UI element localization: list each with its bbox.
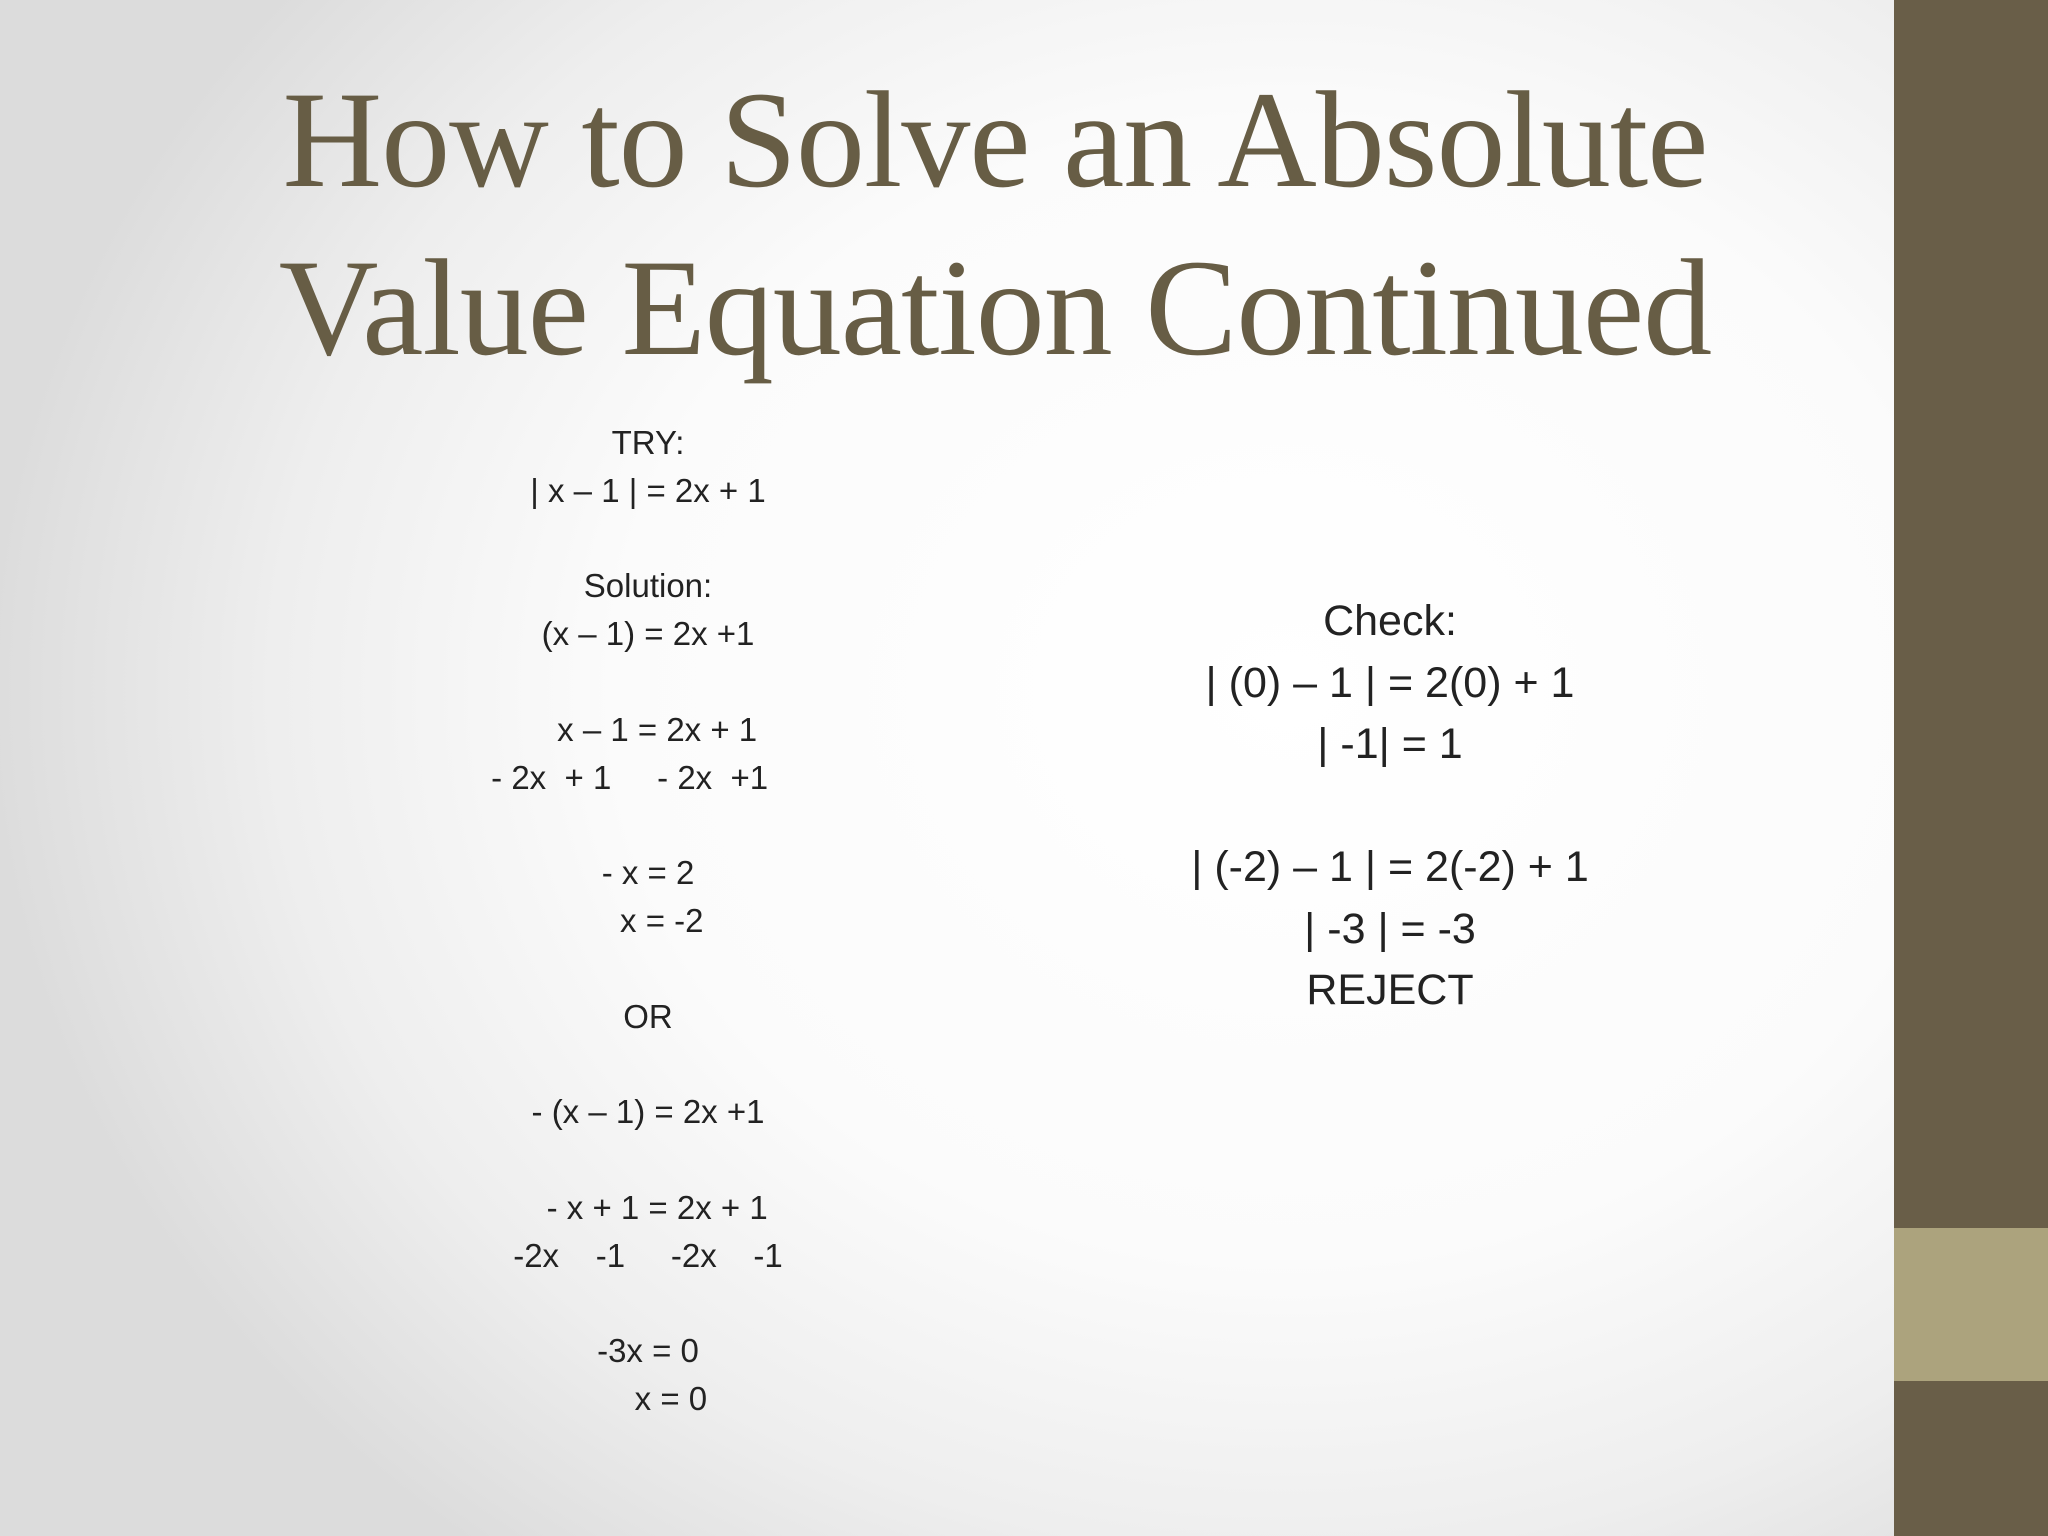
check-line <box>1095 776 1685 838</box>
solution-line: x = -2 <box>592 901 704 939</box>
check-line: REJECT <box>1306 966 1474 1014</box>
check-line: Check: <box>1323 597 1457 645</box>
solution-line: | x – 1 | = 2x + 1 <box>530 471 766 509</box>
solution-line: x – 1 = 2x + 1 <box>538 710 758 748</box>
solution-line: - x = 2 <box>601 854 695 892</box>
solution-steps <box>445 419 851 1423</box>
solution-line <box>445 1136 851 1184</box>
solution-line <box>445 1040 851 1088</box>
solution-line: -2x -1 -2x -1 <box>513 1236 783 1274</box>
check-line: | -3 | = -3 <box>1304 904 1476 953</box>
title-line: Value Equation Continued <box>278 231 1712 384</box>
check-line: | -1| = 1 <box>1317 720 1463 768</box>
solution-line <box>445 945 851 993</box>
slide-title <box>230 56 1760 392</box>
solution-line <box>445 1279 851 1327</box>
solution-line: TRY: <box>611 424 685 461</box>
check-line: | (0) – 1 | = 2(0) + 1 <box>1205 658 1575 707</box>
solution-line: Solution: <box>583 567 713 605</box>
sidebar-accent-block <box>1894 1228 2048 1381</box>
solution-line: OR <box>623 997 673 1035</box>
solution-line <box>445 515 851 563</box>
check-steps <box>1095 591 1685 1022</box>
check-line: | (-2) – 1 | = 2(-2) + 1 <box>1191 843 1589 891</box>
solution-line <box>445 801 851 849</box>
solution-line: -3x = 0 <box>597 1332 699 1370</box>
title-line: How to Solve an Absolute <box>282 63 1708 216</box>
solution-line: - x + 1 = 2x + 1 <box>528 1188 768 1226</box>
solution-line: x = 0 <box>588 1379 708 1417</box>
solution-line: (x – 1) = 2x +1 <box>541 615 755 653</box>
solution-line <box>445 658 851 706</box>
solution-line: - 2x + 1 - 2x +1 <box>491 758 805 796</box>
solution-line: - (x – 1) = 2x +1 <box>531 1093 765 1131</box>
